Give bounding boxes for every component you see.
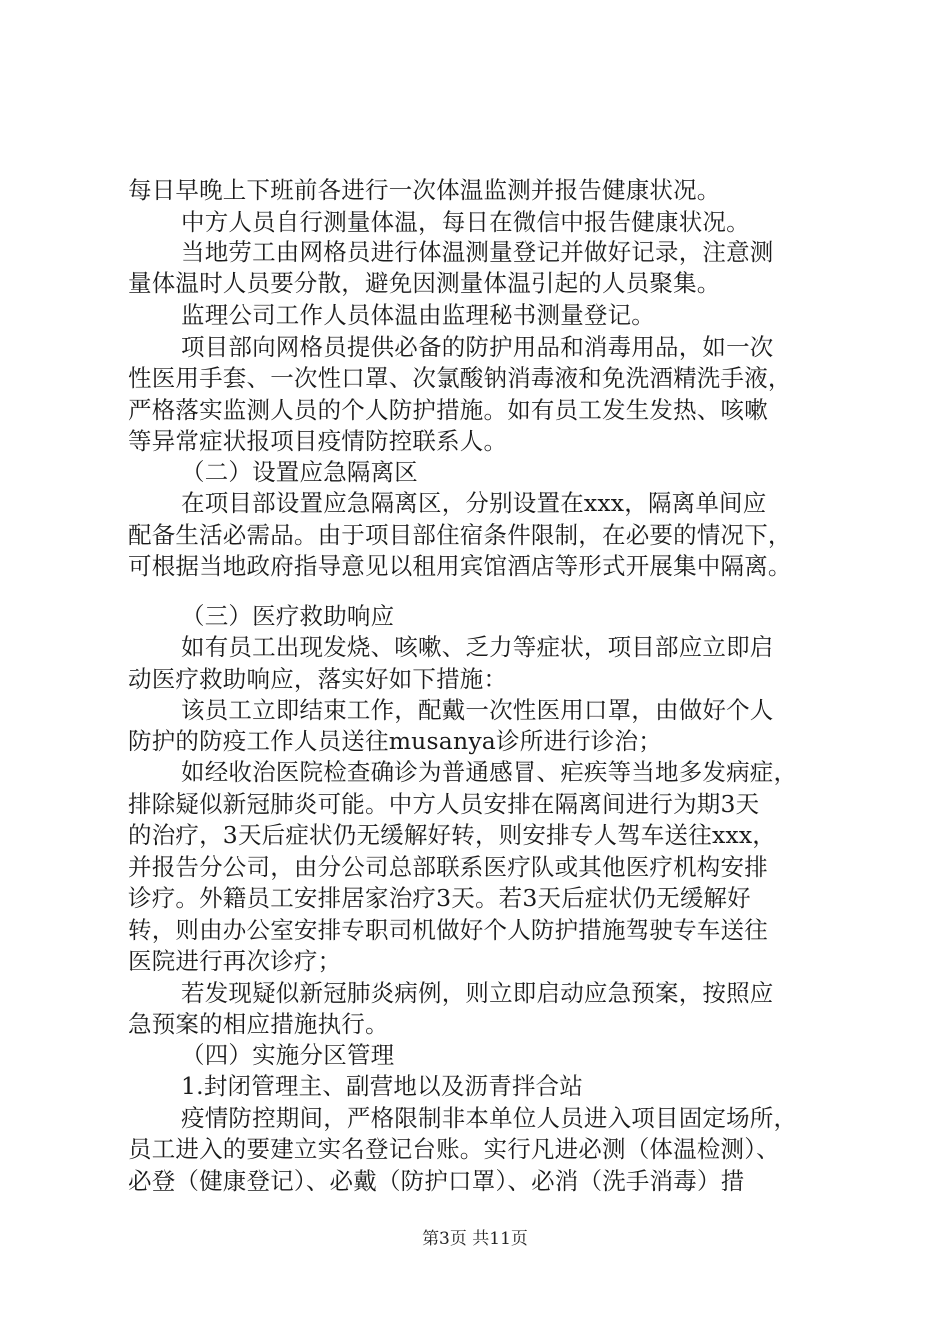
text-line: 监理公司工作人员体温由监理秘书测量登记。	[181, 301, 655, 329]
text-line: 该员工立即结束工作，配戴一次性医用口罩，由做好个人	[181, 696, 774, 724]
text-line: 排除疑似新冠肺炎可能。中方人员安排在隔离间进行为期3天	[128, 790, 760, 818]
text-line: 诊疗。外籍员工安排居家治疗3天。若3天后症状仍无缓解好	[128, 884, 751, 912]
text-line: 在项目部设置应急隔离区，分别设置在xxx，隔离单间应	[181, 489, 767, 517]
text-line: 动医疗救助响应，落实好如下措施：	[128, 665, 508, 693]
text-line: 的治疗，3天后症状仍无缓解好转，则安排专人驾车送往xxx，	[128, 821, 777, 849]
text-line: 当地劳工由网格员进行体温测量登记并做好记录，注意测	[181, 238, 774, 266]
text-line: 项目部向网格员提供必备的防护用品和消毒用品，如一次	[181, 333, 774, 361]
section-heading: （二）设置应急隔离区	[181, 458, 418, 486]
section-heading: （四）实施分区管理	[181, 1041, 395, 1069]
text-line: 每日早晚上下班前各进行一次体温监测并报告健康状况。	[128, 176, 721, 204]
text-line: 医院进行再次诊疗；	[128, 947, 342, 975]
text-line: 等异常症状报项目疫情防控联系人。	[128, 427, 508, 455]
text-line: 严格落实监测人员的个人防护措施。如有员工发生发热、咳嗽	[128, 396, 768, 424]
subsection-heading: 1.封闭管理主、副营地以及沥青拌合站	[181, 1072, 584, 1100]
text-line: 防护的防疫工作人员送往musanya诊所进行诊治；	[128, 727, 662, 755]
text-line: 若发现疑似新冠肺炎病例，则立即启动应急预案，按照应	[181, 979, 774, 1007]
text-line: 如有员工出现发烧、咳嗽、乏力等症状，项目部应立即启	[181, 633, 774, 661]
text-line: 并报告分公司，由分公司总部联系医疗队或其他医疗机构安排	[128, 853, 768, 881]
text-line: 量体温时人员要分散，避免因测量体温引起的人员聚集。	[128, 269, 721, 297]
text-line: 员工进入的要建立实名登记台账。实行凡进必测（体温检测）、	[128, 1135, 780, 1163]
text-line: 疫情防控期间，严格限制非本单位人员进入项目固定场所，	[181, 1104, 798, 1132]
text-line: 配备生活必需品。由于项目部住宿条件限制，在必要的情况下，	[128, 521, 792, 549]
text-line: 可根据当地政府指导意见以租用宾馆酒店等形式开展集中隔离。	[128, 552, 792, 580]
page-footer: 第3页 共11页	[422, 1229, 528, 1249]
text-line: 转，则由办公室安排专职司机做好个人防护措施驾驶专车送往	[128, 916, 768, 944]
section-heading: （三）医疗救助响应	[181, 602, 395, 630]
text-line: 性医用手套、一次性口罩、次氯酸钠消毒液和免洗酒精洗手液，	[128, 364, 792, 392]
text-line: 必登（健康登记）、必戴（防护口罩）、必消（洗手消毒）措	[128, 1167, 745, 1195]
text-line: 如经收治医院检查确诊为普通感冒、疟疾等当地多发病症，	[181, 758, 798, 786]
text-line: 急预案的相应措施执行。	[128, 1010, 389, 1038]
text-line: 中方人员自行测量体温，每日在微信中报告健康状况。	[181, 208, 750, 236]
